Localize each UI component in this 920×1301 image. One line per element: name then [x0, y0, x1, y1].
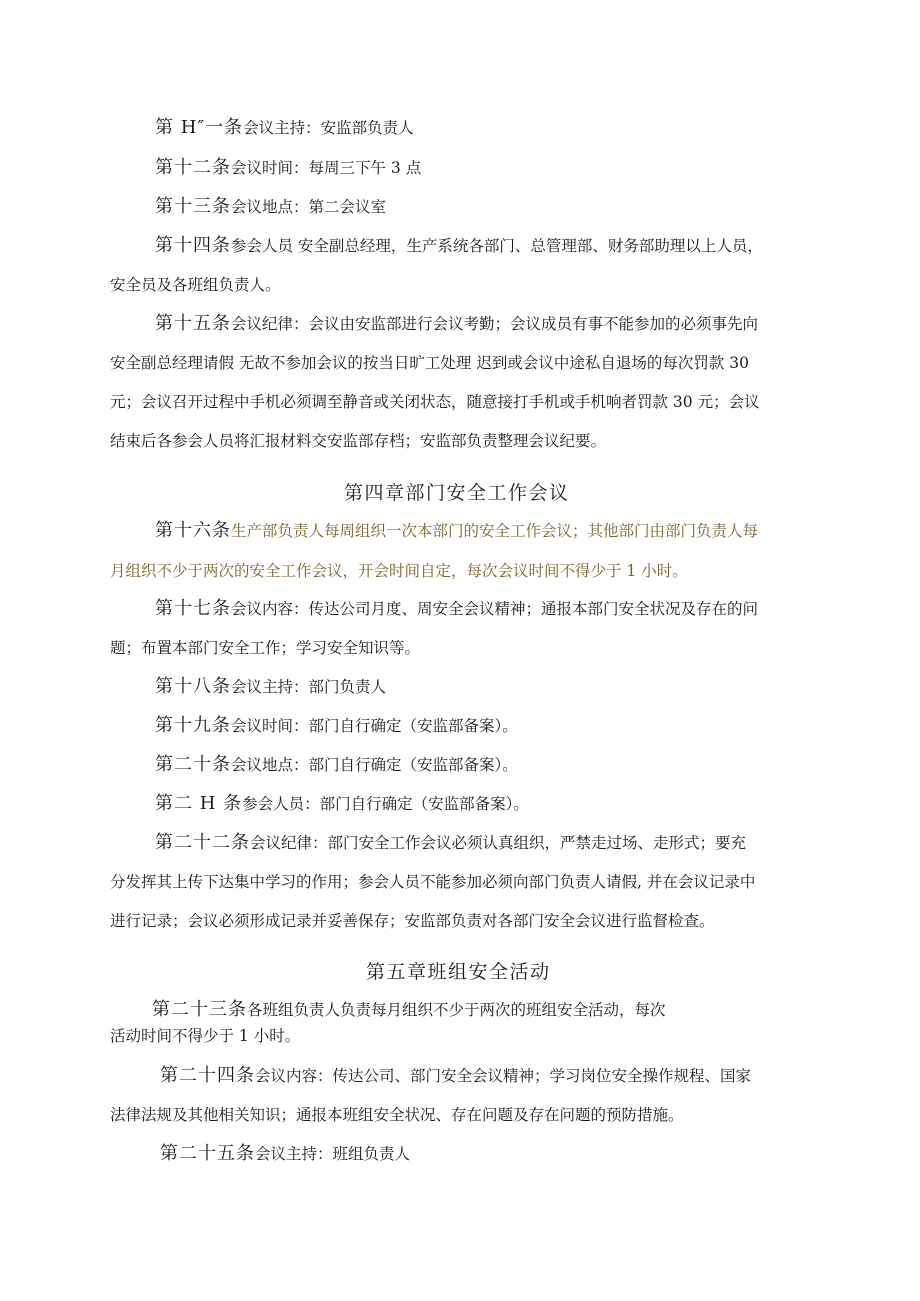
- article-text: 会议纪律：会议由安监部进行会议考勤；会议成员有事不能参加的必须事先向: [231, 315, 759, 333]
- article-text: 参会人员：部门自行确定（安监部备案）。: [242, 795, 529, 813]
- article-text: 会议时间：每周三下午 3 点: [231, 159, 422, 177]
- article-text: 参会人员 安全副总经理，生产系统各部门、总管理部、财务部助理以上人员，: [231, 237, 763, 255]
- article-22-cont: 分发挥其上传下达集中学习的作用；参会人员不能参加必须向部门负责人请假, 并在会议记录中: [110, 873, 756, 891]
- article-label: 第十三条: [155, 196, 231, 217]
- article-text: 会议内容：传达公司、部门安全会议精神；学习岗位安全操作规程、国家: [255, 1067, 752, 1085]
- article-label: 第十八条: [155, 676, 231, 697]
- article-17-cont: 题；布置本部门安全工作；学习安全知识等。: [110, 639, 421, 657]
- article-text: 各班组负责人负责每月组织不少于两次的班组安全活动，每次: [247, 1001, 666, 1019]
- article-23: [152, 1000, 666, 1020]
- article-label: 第十二条: [155, 157, 231, 178]
- article-label: 第二十四条: [160, 1065, 255, 1086]
- article-label: 第二十三条: [152, 999, 247, 1020]
- article-19: [155, 716, 518, 736]
- article-21: [155, 794, 529, 814]
- chapter-5-heading: 第五章班组安全活动: [366, 961, 551, 983]
- article-label: 第十四条: [155, 235, 231, 256]
- article-text: 会议地点：部门自行确定（安监部备案）。: [231, 756, 518, 774]
- article-label: 第二 H 条: [155, 793, 243, 814]
- article-13: [155, 197, 386, 217]
- article-15-cont: 结束后各参会人员将汇报材料交安监部存档；安监部负责整理会议纪要。: [110, 432, 607, 450]
- article-label: 第二十二条: [155, 832, 250, 853]
- article-15: [155, 314, 758, 334]
- article-label: 第二十条: [155, 754, 231, 775]
- article-14: [155, 236, 763, 256]
- article-label: 第十五条: [155, 313, 231, 334]
- article-text: 会议时间：部门自行确定（安监部备案）。: [231, 717, 518, 735]
- article-label: 第十七条: [155, 598, 231, 619]
- article-15-cont: 元；会议召开过程中手机必须调至静音或关闭状态，随意接打手机或手机响者罚款 30 元；会议: [110, 393, 760, 411]
- article-text: 会议内容：传达公司月度、周安全会议精神；通报本部门安全状况及存在的问: [231, 600, 759, 618]
- article-25: [160, 1144, 410, 1164]
- chapter-4-heading: 第四章部门安全工作会议: [344, 482, 570, 504]
- article-16: [155, 521, 758, 541]
- article-11: [155, 118, 414, 138]
- article-12: [155, 158, 421, 178]
- article-16-cont: 月组织不少于两次的安全工作会议，开会时间自定，每次会议时间不得少于 1 小时。: [110, 562, 688, 580]
- article-20: [155, 755, 518, 775]
- article-24: [160, 1066, 751, 1086]
- article-label: 第 H″一条: [155, 117, 244, 138]
- article-label: 第十九条: [155, 715, 231, 736]
- article-18: [155, 677, 386, 697]
- article-text: 会议主持：部门负责人: [231, 678, 387, 696]
- article-22-cont: 进行记录；会议必须形成记录并妥善保存；安监部负责对各部门安全会议进行监督检查。: [110, 912, 715, 930]
- article-24-cont: 法律法规及其他相关知识；通报本班组安全状况、存在问题及存在问题的预防措施。: [110, 1106, 684, 1124]
- article-text: 生产部负责人每周组织一次本部门的安全工作会议；其他部门由部门负责人每: [231, 522, 759, 540]
- article-label: 第二十五条: [160, 1143, 255, 1164]
- article-text: 会议主持：班组负责人: [255, 1145, 411, 1163]
- article-14-cont: 安全员及各班组负责人。: [110, 276, 281, 294]
- article-23-cont: 活动时间不得少于 1 小时。: [110, 1027, 301, 1045]
- article-label: 第十六条: [155, 520, 231, 541]
- article-15-cont: 安全副总经理请假 无故不参加会议的按当日旷工处理 迟到或会议中途私自退场的每次罚款 30: [110, 354, 750, 372]
- article-17: [155, 599, 758, 619]
- article-22: [155, 833, 746, 853]
- article-text: 会议主持：安监部负责人: [243, 119, 414, 137]
- article-text: 会议纪律：部门安全工作会议必须认真组织，严禁走过场、走形式；要充: [250, 834, 747, 852]
- article-text: 会议地点：第二会议室: [231, 198, 387, 216]
